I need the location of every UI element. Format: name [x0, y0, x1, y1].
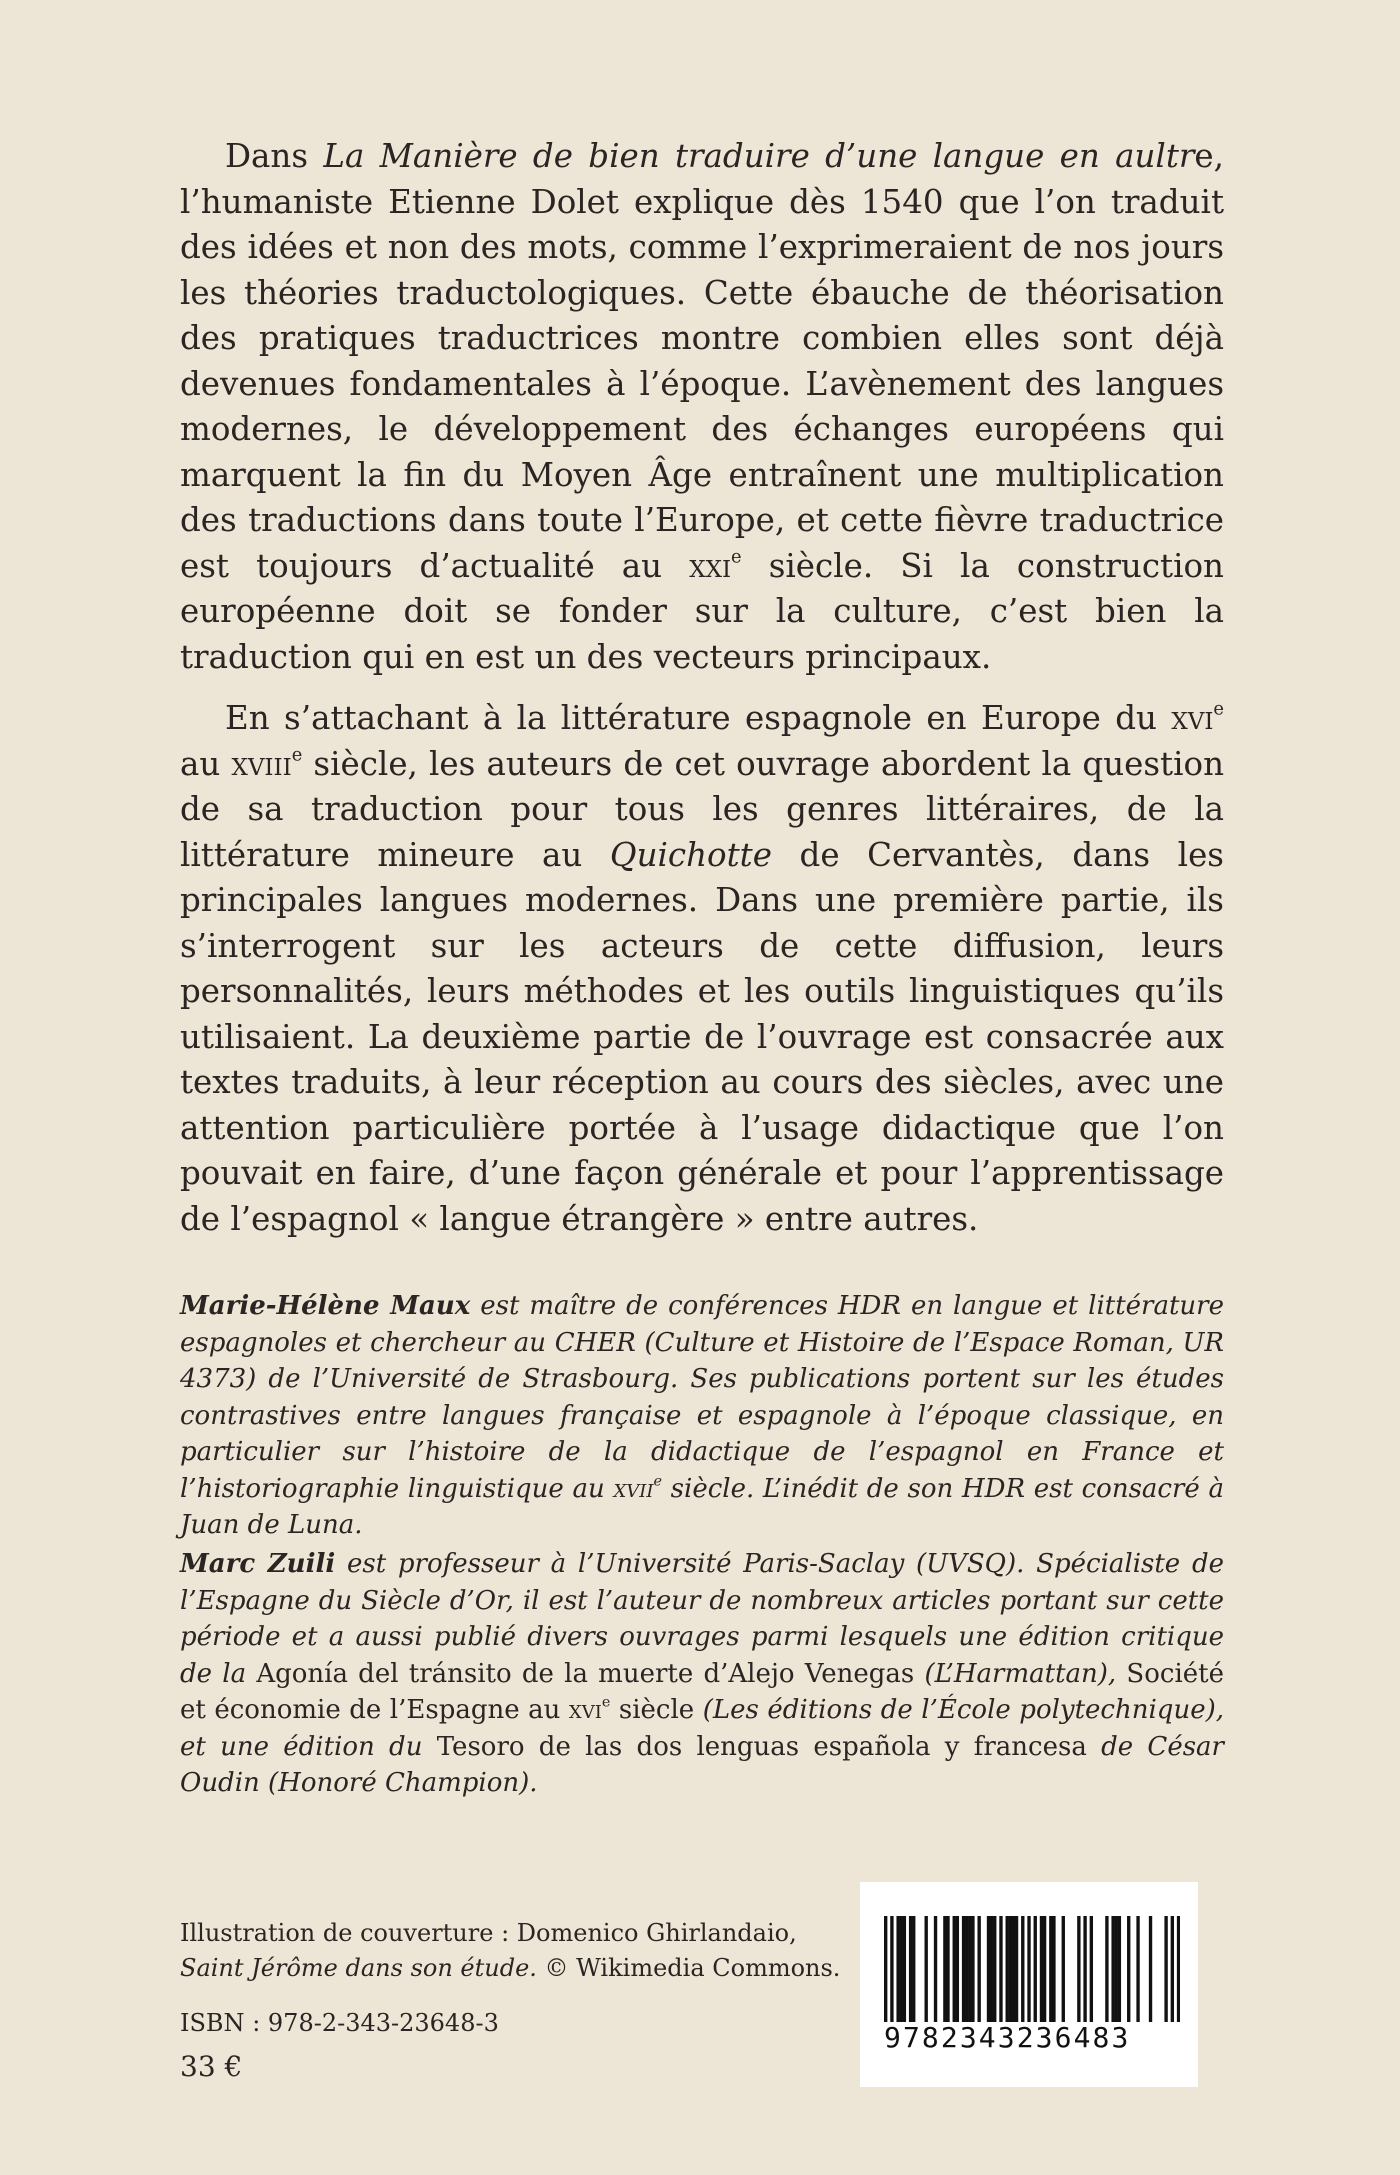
century-numeral: xvii — [613, 1473, 654, 1504]
barcode-bar — [1012, 1916, 1015, 2022]
work-title: Tesoro de las dos lenguas española y francesa — [436, 1731, 1087, 1762]
credit-line: Illustration de couverture : Domenico Ghirlandaio, — [180, 1919, 797, 1947]
barcode-bar — [890, 1916, 893, 2022]
summary-paragraph-2 — [180, 696, 1224, 1242]
barcode-bars — [884, 1916, 1180, 2022]
author-bio-2 — [180, 1546, 1224, 1802]
barcode-bar — [1136, 1916, 1139, 2022]
superscript: e — [601, 1694, 611, 1711]
superscript: e — [653, 1473, 662, 1490]
barcode-bar — [1043, 1916, 1046, 2022]
superscript: e — [731, 546, 742, 568]
barcode-bar — [925, 1916, 928, 2022]
text-run: de César Oudin (Honoré Champion). — [180, 1731, 1224, 1798]
barcode-bar — [1083, 1916, 1086, 2022]
century-numeral: xvi — [568, 1695, 602, 1725]
century-numeral: xvi — [1171, 699, 1214, 737]
barcode-bar — [1077, 1916, 1080, 2022]
publisher: (L’Harmattan), — [924, 1658, 1117, 1689]
barcode-bar — [1164, 1916, 1167, 2022]
barcode-bar — [1177, 1916, 1180, 2022]
price: 33 € — [180, 2050, 243, 2083]
text-run: au — [180, 744, 232, 783]
text-run: siècle, les auteurs de cet ouvrage abordent la question de sa traduction pour tous les genres littéraires, de la littérature mineure au — [180, 744, 1225, 874]
barcode-bar — [943, 1916, 946, 2022]
century-numeral: xviii — [231, 744, 292, 783]
barcode-bar — [903, 1916, 906, 2022]
work-title: siècle — [610, 1695, 695, 1725]
barcode-bar — [1015, 1916, 1018, 2022]
superscript: e — [291, 744, 303, 766]
barcode-bar — [1021, 1916, 1024, 2022]
barcode-bar — [1105, 1916, 1108, 2022]
barcode-bar — [962, 1916, 965, 2022]
barcode-bar — [1090, 1916, 1093, 2022]
book-title: La Manière de bien traduire d’une langue en aultr — [323, 137, 1195, 175]
book-title: Quichotte — [609, 835, 772, 874]
barcode-bar — [900, 1916, 903, 2022]
summary-paragraph-1 — [180, 134, 1224, 680]
barcode-digits: 9782343236483 — [884, 2021, 1131, 2054]
text-run: En s’attachant à la littérature espagnole en Europe du — [225, 699, 1172, 737]
text-run: e, l’humaniste Etienne Dolet explique dès 1540 que l’on traduit des idées et non des mots, comme l’exprimeraient de nos jours les théories traductologiques. Cette ébauche de théorisation des pratiques traductrices montre combien elles sont déjà devenues fondamentales à l’époque. L’avènement des langues modernes, le développement des échanges européens qui marquent la fin du Moyen Âge entraînent une multiplication des traductions dans toute l’Europe, et cette fièvre traductrice est toujours d’actualité au — [180, 137, 1224, 585]
artwork-title: Saint Jérôme dans son étude. — [180, 1954, 537, 1982]
text-run: siècle. L’inédit de son HDR est consacré à Juan de Luna. — [180, 1473, 1224, 1540]
barcode-bar — [1149, 1916, 1152, 2022]
cover-credit — [180, 1916, 840, 1986]
barcode-bar — [1118, 1916, 1121, 2022]
isbn: ISBN : 978-2-343-23648-3 — [180, 2009, 499, 2037]
credit-rights: © Wikimedia Commons. — [536, 1954, 841, 1982]
barcode-bar — [896, 1916, 899, 2022]
publisher: (Les éditions de l’École polytechnique), et une édition du — [180, 1695, 1224, 1762]
barcode-bar — [953, 1916, 956, 2022]
author-name: Marc Zuili — [180, 1549, 336, 1579]
superscript: e — [1213, 698, 1224, 720]
barcode-bar — [1115, 1916, 1118, 2022]
barcode-bar — [909, 1916, 912, 2022]
barcode-bar — [884, 1916, 887, 2022]
text-run: est maître de conférences HDR en langue et littérature espagnoles et chercheur au CHER (Culture et Histoire de l’Espace Roman, UR 4373) de l’Université de Strasbourg. Ses publications portent sur les études contrastives entre langues française et espagnole à l’époque classique, en particulier sur l’histoire de la didactique de l’espagnol en France et l’historiographie linguistique au — [180, 1291, 1224, 1504]
barcode-bar — [1062, 1916, 1065, 2022]
text-run: siècle. Si la construction européenne doit se fonder sur la culture, c’est bien la traduction qui en est un des vecteurs principaux. — [180, 546, 1224, 676]
barcode-bar — [912, 1916, 915, 2022]
barcode-bar — [968, 1916, 971, 2022]
barcode-bar — [1049, 1916, 1052, 2022]
barcode-bar — [977, 1916, 980, 2022]
barcode-bar — [965, 1916, 968, 2022]
barcode-bar — [934, 1916, 937, 2022]
text-run: Dans — [225, 137, 324, 175]
barcode-bar — [990, 1916, 993, 2022]
century-numeral: xxi — [689, 546, 732, 585]
author-name: Marie-Hélène Maux — [180, 1291, 471, 1321]
text-run: de Cervantès, dans les principales langues modernes. Dans une première partie, ils s’interrogent sur les acteurs de cette diffusion, leurs personnalités, leurs méthodes et les outils linguistiques qu’ils utilisaient. La deuxième partie de l’ouvrage est consacrée aux textes traduits, à leur réception au cours des siècles, avec une attention particulière portée à l’usage didactique que l’on pouvait en faire, d’une façon générale et pour l’apprentissage de l’espagnol « langue étrangère » entre autres. — [180, 835, 1224, 1238]
barcode-bar — [993, 1916, 996, 2022]
barcode-bar — [1009, 1916, 1012, 2022]
text-run: d’Alejo Venegas — [693, 1658, 925, 1689]
work-title: Société et économie de l’Espagne au — [180, 1658, 1224, 1725]
author-bio-1 — [180, 1288, 1224, 1544]
barcode-bar — [971, 1916, 974, 2022]
barcode-bar — [1027, 1916, 1030, 2022]
barcode-bar — [1052, 1916, 1055, 2022]
work-title: Agonía del tránsito de la muerte — [256, 1658, 694, 1689]
barcode-bar — [1171, 1916, 1174, 2022]
barcode-bar — [956, 1916, 959, 2022]
barcode-bar — [999, 1916, 1002, 2022]
text-run: est professeur à l’Université Paris-Saclay (UVSQ). Spécialiste de l’Espagne du Siècle d’Or, il est l’auteur de nombreux articles portant sur cette période et a aussi publié divers ouvrages parmi lesquels une édition critique de la — [180, 1549, 1224, 1689]
barcode-bar — [1040, 1916, 1043, 2022]
barcode — [860, 1882, 1198, 2087]
barcode-bar — [1111, 1916, 1114, 2022]
barcode-bar — [1127, 1916, 1130, 2022]
barcode-bar — [987, 1916, 990, 2022]
barcode-bar — [946, 1916, 949, 2022]
barcode-bar — [1034, 1916, 1037, 2022]
barcode-bar — [1006, 1916, 1009, 2022]
